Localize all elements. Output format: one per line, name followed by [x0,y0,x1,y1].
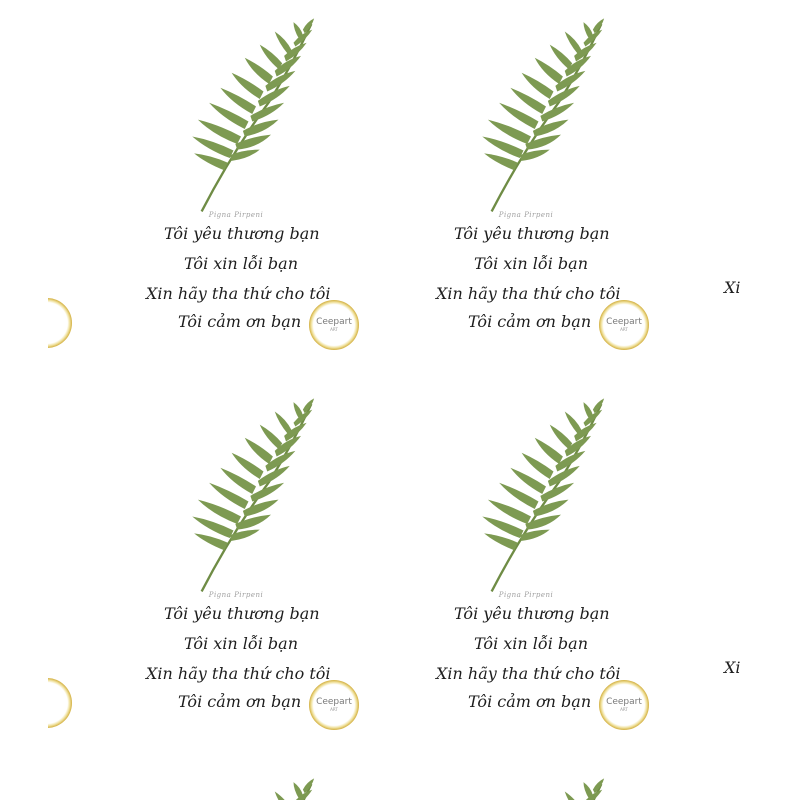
line-1: Tôi yêu thương bạn [164,224,320,243]
line-1: Tôi yêu thương bạn [164,604,320,623]
edge-text-fragment: Xi [724,278,741,297]
edge-text-fragment: Xi [724,658,741,677]
fern-leaf-illustration [166,386,316,601]
line-3: Xin hãy tha thứ cho tôi [146,664,331,683]
ceepart-seal-logo: Ceepart ART [599,300,649,350]
fern-leaf-illustration [456,386,606,601]
line-2: Tôi xin lỗi bạn [184,634,298,653]
line-3: Xin hãy tha thứ cho tôi [436,284,621,303]
line-2: Tôi xin lỗi bạn [184,254,298,273]
line-4: Tôi cảm ơn bạn [468,692,592,711]
fern-leaf-illustration [456,6,606,221]
line-4: Tôi cảm ơn bạn [468,312,592,331]
line-4: Tôi cảm ơn bạn [178,312,302,331]
artist-signature: Pigna Pirpeni [208,591,264,599]
line-3: Xin hãy tha thứ cho tôi [146,284,331,303]
line-2: Tôi xin lỗi bạn [474,254,588,273]
fern-leaf-illustration-partial [456,766,606,800]
line-2: Tôi xin lỗi bạn [474,634,588,653]
ceepart-seal-logo-partial [48,678,72,728]
line-1: Tôi yêu thương bạn [454,604,610,623]
card-tile [146,6,436,376]
line-3: Xin hãy tha thứ cho tôi [436,664,621,683]
card-tile [146,386,436,756]
fern-leaf-illustration [166,6,316,221]
artist-signature: Pigna Pirpeni [498,591,554,599]
fern-leaf-illustration-partial [166,766,316,800]
artist-signature: Pigna Pirpeni [208,211,264,219]
ceepart-seal-logo-partial [48,298,72,348]
ceepart-seal-logo: Ceepart ART [599,680,649,730]
card-tile [436,6,726,376]
ceepart-seal-logo: Ceepart ART [309,300,359,350]
ceepart-seal-logo: Ceepart ART [309,680,359,730]
line-1: Tôi yêu thương bạn [454,224,610,243]
line-4: Tôi cảm ơn bạn [178,692,302,711]
card-tile [436,386,726,756]
artist-signature: Pigna Pirpeni [498,211,554,219]
